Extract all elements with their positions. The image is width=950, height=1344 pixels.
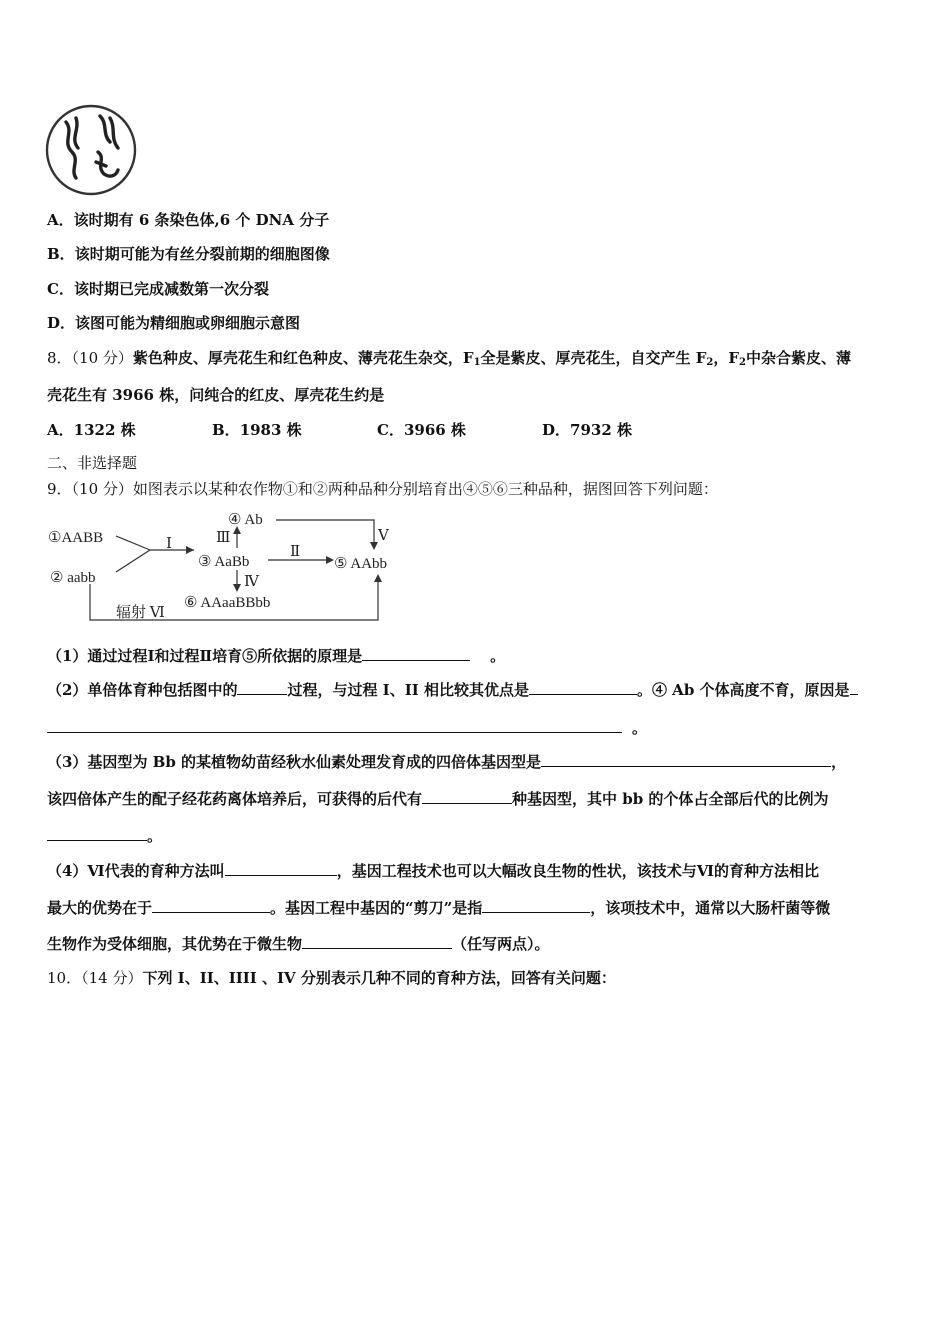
q9-stem: 9．（10 分）如图表示以某种农作物①和②两种品种分别培育出④⑤⑥三种品种，据图回答下列问题： [47, 480, 718, 498]
q9-sub4-line1: （4）Ⅵ代表的育种方法叫 ，基因工程技术也可以大幅改良生物的性状，该技术与Ⅵ的育种方法相比 [47, 862, 819, 880]
node-1: ①AABB [48, 530, 104, 546]
q9-sub4-line2: 最大的优势在于 。基因工程中基因的“剪刀”是指 ，该项技术中，通常以大肠杆菌等微 [47, 899, 831, 917]
q8-score: （10 分） [71, 349, 133, 367]
arrowhead-radiation [374, 574, 382, 582]
answer-blank-2[interactable] [237, 680, 287, 695]
arrowhead-junction [186, 546, 194, 554]
answer-blank-7[interactable] [47, 826, 147, 841]
q8-option-d: D．7932 株 [542, 421, 632, 439]
q8-option-b: B．1983 株 [212, 421, 302, 439]
q8-options [47, 420, 632, 440]
arrowhead-II [326, 556, 334, 564]
process-II: Ⅱ [290, 544, 301, 560]
answer-blank-10[interactable] [482, 898, 590, 913]
answer-blank-6[interactable] [422, 789, 512, 804]
q7-option-b: B．该时期可能为有丝分裂前期的细胞图像 [47, 245, 330, 263]
node-4: ④ Ab [228, 512, 263, 528]
answer-blank-11[interactable] [302, 934, 452, 949]
q9-number: 9． [47, 480, 72, 498]
answer-blank-3[interactable] [529, 680, 637, 695]
process-VI: 辐射 Ⅵ [116, 605, 165, 621]
q10-stem: 10．（14 分）下列 I、II、IIII 、IV 分别表示几种不同的育种方法，回答有关问题： [47, 969, 616, 987]
q9-sub2-line1: （2）单倍体育种包括图中的 过程，与过程 I、II 相比较其优点是 。④ Ab 个体高度不育，原因是 [47, 680, 858, 700]
node-2: ② aabb [50, 570, 96, 586]
q8-option-a: A．1322 株 [47, 421, 136, 439]
answer-blank-4[interactable] [47, 718, 622, 733]
line-4-to-right [276, 520, 374, 546]
process-I: Ⅰ [166, 536, 172, 552]
answer-blank-1[interactable] [362, 646, 470, 661]
q10-score: （14 分） [81, 969, 143, 987]
q8-stem-line2: 壳花生有 3966 株，问纯合的红皮、厚壳花生约是 [47, 386, 385, 404]
q8-stem-line1: 8．（10 分）紫色种皮、厚壳花生和红色种皮、薄壳花生杂交，$F_1$全是紫皮、厚壳花生，自交产生 $F_2$，$F_2$中杂合紫皮、薄 [47, 349, 852, 368]
q10-number: 10． [47, 969, 82, 987]
answer-blank-4-start[interactable] [850, 680, 858, 695]
q8-number: 8． [47, 349, 72, 367]
answer-blank-5[interactable] [541, 752, 831, 767]
q7-option-a: A．该时期有 6 条染色体,6 个 DNA 分子 [47, 211, 330, 229]
q8-option-c: C．3966 株 [377, 421, 466, 439]
q9-sub4-line3: 生物作为受体细胞，其优势在于微生物 （任写两点）。 [47, 935, 550, 953]
q9-sub3-line1: （3）基因型为 Bb 的某植物幼苗经秋水仙素处理发育成的四倍体基因型是 ， [47, 753, 847, 771]
q9-sub2-line2: 。 [47, 718, 647, 738]
cell-membrane [47, 106, 135, 194]
node-3: ③ AaBb [198, 554, 250, 570]
answer-blank-8[interactable] [225, 861, 337, 876]
breeding-diagram [44, 508, 414, 628]
answer-blank-9[interactable] [152, 898, 270, 913]
line-2-to-junction [116, 550, 150, 572]
section-title: 二、非选择题 [47, 454, 138, 472]
q7-option-c: C．该时期已完成减数第一次分裂 [47, 280, 269, 298]
line-1-to-junction [116, 536, 150, 550]
process-III: Ⅲ [216, 530, 231, 546]
arrowhead-IV [233, 584, 241, 592]
node-5: ⑤ AAbb [334, 556, 388, 572]
chromosomes [66, 116, 118, 178]
cell-chromosome-figure [44, 104, 140, 196]
arrowhead-to-5-top [370, 542, 378, 550]
q7-option-d: D．该图可能为精细胞或卵细胞示意图 [47, 314, 301, 332]
q9-sub3-line2: 该四倍体产生的配子经花药离体培养后，可获得的后代有 种基因型，其中 bb 的个体占全部后代的比例为 [47, 790, 829, 808]
node-6: ⑥ AAaaBBbb [184, 595, 271, 611]
q9-score: （10 分） [71, 480, 133, 498]
q9-sub3-line3: 。 [47, 826, 162, 846]
q9-sub1: （1）通过过程Ⅰ和过程Ⅱ培育⑤所依据的原理是 。 [47, 647, 506, 665]
process-V: Ⅴ [378, 528, 389, 544]
process-IV: Ⅳ [244, 574, 259, 590]
